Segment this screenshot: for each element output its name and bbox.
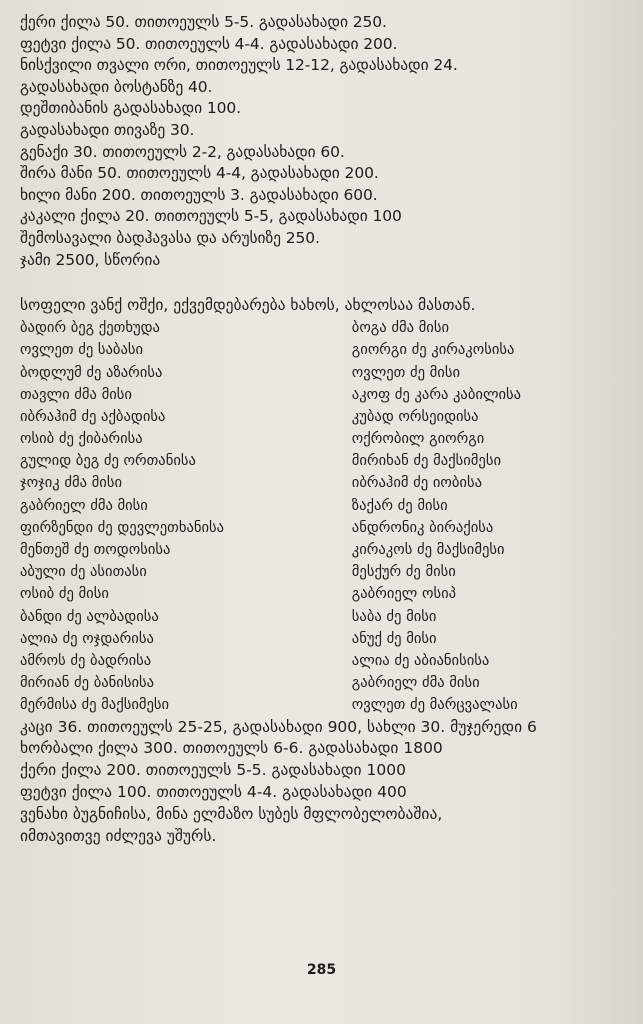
person-name: აკოფ ძე კარა კაბილისა: [351, 385, 522, 403]
person-name: გაბრიელ ძმა მისი: [351, 674, 480, 692]
text-line: დეშთიბანის გადასახადი 100.: [20, 99, 241, 118]
tax-list-top: [20, 12, 620, 271]
person-name: გიორგი ძე კირაკოსისა: [351, 341, 515, 359]
person-name: აბული ძე ასითასი: [20, 563, 147, 581]
person-name: ოქრობილ გიორგი: [351, 430, 485, 448]
person-name: კუბად ორსეიდისა: [351, 407, 479, 425]
person-name: ოვლეთ ძე საბასი: [20, 341, 144, 359]
text-line: ჯამი 2500, სწორია: [20, 250, 161, 269]
person-name: მესქურ ძე მისი: [351, 563, 456, 581]
person-name: თავლი ძმა მისი: [20, 385, 132, 403]
text-line: ვენახი ბუგნიჩისა, მინა ელმაზო სუბეს მფლობელობაშია,: [20, 805, 443, 824]
text-line: გადასახადი ბოსტანზე 40.: [20, 77, 213, 96]
person-name: ზაქარ ძე მისი: [351, 496, 448, 514]
text-line: ფეტვი ქილა 50. თითოეულს 4-4. გადასახადი 200.: [20, 34, 398, 53]
paragraph-gap: [20, 271, 620, 294]
person-name: ალია ძე ოჯდარისა: [20, 629, 154, 647]
person-name: ბოგა ძმა მისი: [351, 319, 449, 337]
person-name: ბანდი ძე ალბადისა: [20, 607, 159, 625]
person-name: გაბრიელ ძმა მისი: [20, 496, 148, 514]
person-name: ამროს ძე ბადრისა: [20, 651, 152, 669]
person-name: საბა ძე მისი: [351, 607, 437, 625]
text-line: გენაქი 30. თითოეულს 2-2, გადასახადი 60.: [20, 142, 345, 161]
text-line: ხილი მანი 200. თითოეულს 3. გადასახადი 600.: [20, 185, 378, 204]
person-name: ოსიბ ძე ქიბარისა: [20, 430, 143, 448]
person-name: კირაკოს ძე მაქსიმესი: [351, 541, 505, 558]
person-name: მენთეშ ძე თოდოსისა: [20, 541, 171, 558]
person-name: ოვლეთ ძე მარცვალასი: [351, 696, 518, 714]
text-line: ფეტვი ქილა 100. თითოეულს 4-4. გადასახადი 400: [20, 783, 407, 802]
name-columns: [20, 317, 620, 716]
tax-list-bottom: [20, 717, 620, 848]
person-name: ალია ძე აბიანისისა: [351, 651, 490, 669]
text-line: იმთავითვე იძლევა უშურს.: [20, 826, 217, 845]
names-right-column: [352, 317, 620, 716]
page-number: 285: [306, 962, 337, 978]
person-name: იბრაჰიმ ძე აქბადისა: [20, 407, 166, 425]
person-name: ოსიბ ძე მისი: [20, 585, 109, 603]
person-name: მერმისა ძე მაქსიმესი: [20, 696, 170, 714]
person-name: ბოდლუმ ძე აზარისა: [20, 363, 163, 381]
text-line: კაკალი ქილა 20. თითოეულს 5-5, გადასახადი 100: [20, 207, 402, 226]
person-name: ფირზენდი ძე დევლეთხანისა: [20, 518, 225, 536]
text-line: ხორბალი ქილა 300. თითოეულს 6-6. გადასახადი 1800: [20, 739, 443, 758]
text-line: ნისქვილი თვალი ორი, თითოეულს 12-12, გადასახადი 24.: [20, 56, 458, 75]
person-name: გულიდ ბეგ ძე ორთანისა: [20, 452, 196, 470]
person-name: ჯოჯიკ ძმა მისი: [20, 474, 123, 492]
person-name: ანუქ ძე მისი: [351, 629, 437, 647]
text-line: ქერი ქილა 200. თითოეულს 5-5. გადასახადი 1000: [20, 761, 406, 780]
village-heading: სოფელი ვანქ ოშქი, ექვემდებარება ხახოს, ახლოსაა მასთან.: [20, 296, 476, 315]
person-name: მირიხან ძე მაქსიმესი: [351, 452, 502, 470]
text-line: ქერი ქილა 50. თითოეულს 5-5. გადასახადი 250.: [20, 13, 387, 31]
page-content: [20, 12, 620, 848]
person-name: ანდრონიკ ბირაქისა: [351, 518, 494, 536]
person-name: ოვლეთ ძე მისი: [351, 363, 461, 381]
names-left-column: [20, 317, 352, 716]
text-line: გადასახადი თივაზე 30.: [20, 120, 195, 139]
text-line: შირა მანი 50. თითოეულს 4-4, გადასახადი 200.: [20, 164, 379, 183]
text-line: კაცი 36. თითოეულს 25-25, გადასახადი 900, სახლი 30. მუჯერედი 6: [20, 717, 537, 736]
person-name: გაბრიელ ოსიპ: [351, 585, 457, 603]
person-name: მირიან ძე ბანისისა: [20, 674, 155, 692]
text-line: შემოსავალი ბადჰავასა და არუსიზე 250.: [20, 228, 320, 247]
person-name: ბადირ ბეგ ქეთხუდა: [20, 319, 160, 337]
person-name: იბრაჰიმ ძე იობისა: [351, 474, 482, 492]
